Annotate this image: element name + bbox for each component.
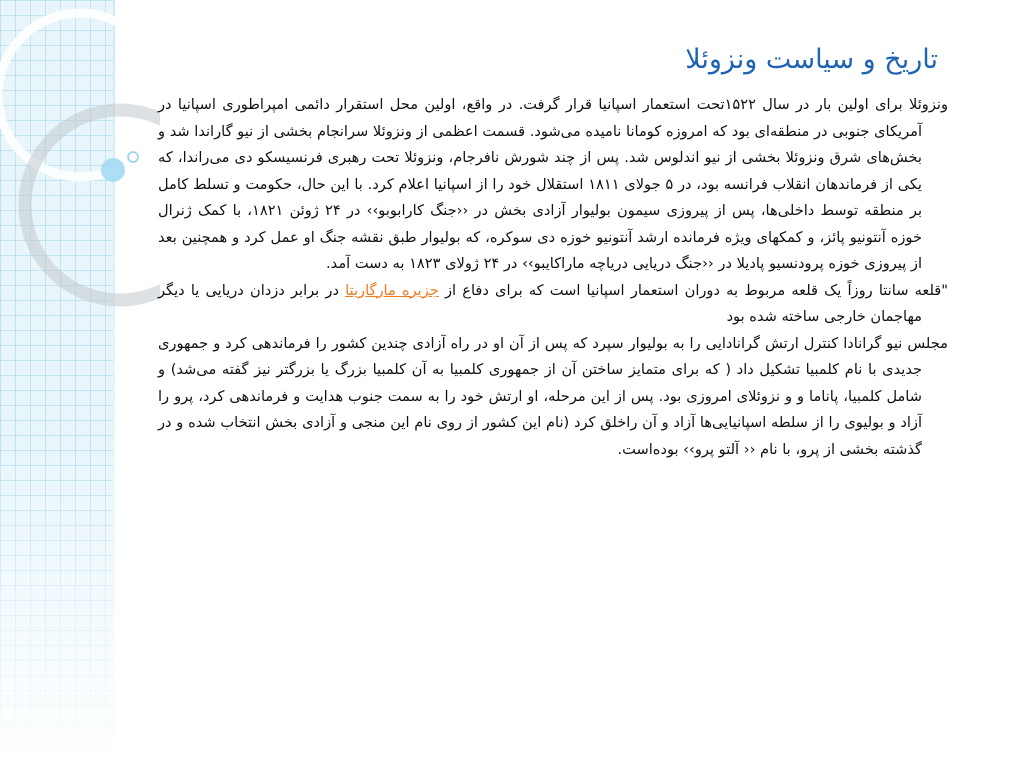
paragraph-granada: مجلس نیو گرانادا کنترل ارتش گرانادایی را به بولیوار سپرد که پس از آن او در راه آزادی چندین کشور را فرماندهی کرد و جمهوری جدیدی با نام کلمبیا تشکیل داد ( که برای متمایز ساختن آن از جمهوری کلمبیا به آن کلمبیا بزرگ یا بزرگتر نیز گفته می‌شد) و شامل کلمبیا، پاناما و و نزوئلای امروزی بود. پس از این مرحله، او ارتش خود را به سمت جنوب هدایت و فرماندهی کرد، پرو را آزاد و بولیوی را از سلطه اسپانیایی‌ها آزاد و آن راخلق کرد (نام این کشور از روی نام این منجی و آزادی بخش انتخاب شده و در گذشته بخشی از پرو، با نام ‹‹ آلتو پرو›› بوده‌است.	[158, 334, 948, 458]
deco-dot-small	[128, 152, 138, 162]
paragraph-text-after-link: در برابر دزدان دریایی یا دیگر مهاجمان خارجی ساخته شده بود	[158, 281, 922, 325]
article-body	[158, 92, 948, 463]
paragraph-history: ونزوئلا برای اولین بار در سال ۱۵۲۲تحت استعمار اسپانیا قرار گرفت. در واقع، اولین محل استقرار دائمی امپراطوری اسپانیا در آمریکای جنوبی در منطقه‌ای بود که امروزه کومانا نامیده می‌شود. قسمت اعظمی از ونزوئلا سرانجام بخشی از نیو گاراندا شد و بخش‌های شرق ونزوئلا بخشی از نیو اندلوس شد. پس از چند شورش نافرجام، ونزوئلا تحت رهبری فرنسیسکو دی می‌راندا، که یکی از فرماندهان انقلاب فرانسه بود، در ۵ جولای ۱۸۱۱ استقلال خود را از اسپانیا اعلام کرد. با این حال، حکومت و تسلط کامل بر منطقه توسط داخلی‌ها، پس از پیروزی سیمون بولیوار آزادی بخش در ‹‹جنگ کارابوبو›› در ۲۴ ژوئن ۱۸۲۱، با کمک ژنرال خوزه آنتونیو پائز، و کمکهای ویژه فرمانده ارشد آنتونیو خوزه دی سوکره، که بولیوار طبق نقشه جنگ او عمل کرد و همچنین بعد از پیروزی خوزه پرودنسیو پادیلا در ‹‹جنگ دریایی دریاچه ماراکایبو›› در ۲۴ ژولای ۱۸۲۳ به دست آمد.	[158, 96, 948, 272]
deco-ring-gray	[25, 110, 160, 300]
page-title: تاریخ و سیاست ونزوئلا	[685, 44, 938, 75]
deco-dot-large	[101, 158, 125, 182]
decorative-circles	[0, 0, 160, 330]
paragraph-santa-rosa	[158, 278, 948, 331]
paragraph-text-before-link: "قلعه سانتا روزاً یک قلعه مربوط به دوران استعمار اسپانیا است که برای دفاع از	[438, 281, 948, 299]
margarita-island-link[interactable]: جزیره مارگاریتا	[345, 281, 439, 299]
